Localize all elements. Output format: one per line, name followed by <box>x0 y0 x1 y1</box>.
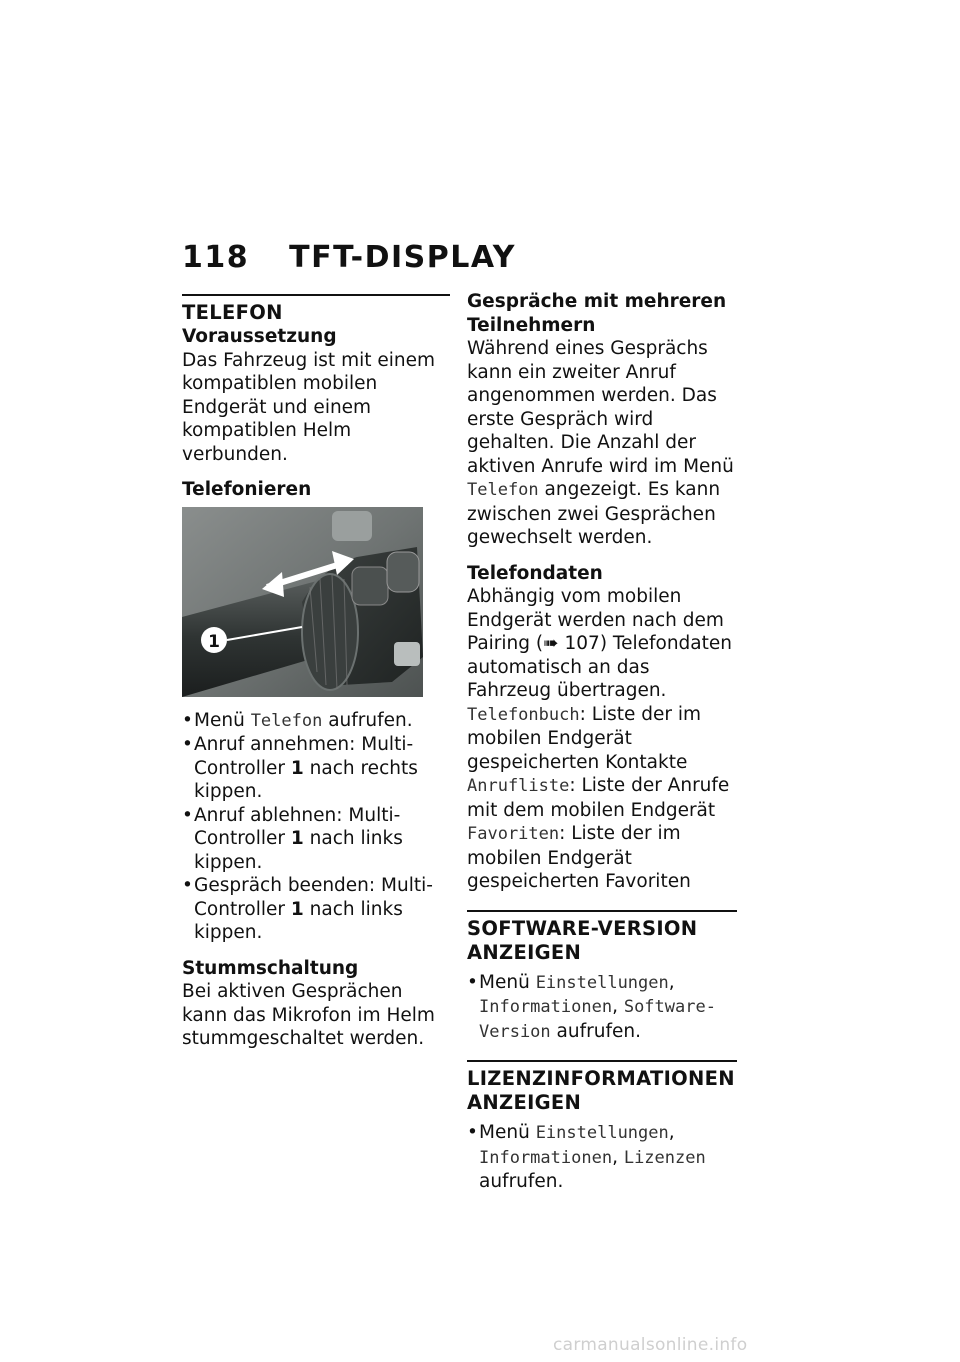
heading-voraussetzung: Voraussetzung <box>182 326 337 347</box>
list-item: • Menü Einstellungen, Informationen, Software-Version aufrufen. <box>467 971 737 1045</box>
button-right <box>387 552 419 592</box>
anrufliste-entry: Anrufliste: Liste der Anrufe mit dem mobilen Endgerät <box>467 775 730 821</box>
switch-bottom <box>394 642 420 666</box>
list-item: • Anruf ablehnen: Multi-Controller 1 nach links kippen. <box>182 804 450 875</box>
switch-top <box>332 511 372 541</box>
page-header <box>182 240 516 275</box>
footer-watermark: carmanualsonline.info <box>553 1335 748 1355</box>
handlebar-controls-figure <box>182 507 423 697</box>
telefonieren-list <box>182 709 450 945</box>
favoriten-entry: Favoriten: Liste der im mobilen Endgerät gespeicherten Favoriten <box>467 823 691 892</box>
heading-mehrere-teilnehmer: Gespräche mit mehreren Teilnehmern <box>467 291 727 336</box>
section-rule <box>467 1060 737 1062</box>
telefondaten-text: Abhängig vom mobilen Endgerät werden nach dem Pairing (➠ 107) Telefondaten automatisch an das Fahrzeug übertragen. <box>467 586 732 701</box>
heading-telefondaten: Telefondaten <box>467 562 603 584</box>
heading-telefonieren: Telefonieren <box>182 479 312 500</box>
page-number: 118 <box>182 240 250 275</box>
voraussetzung-text: Das Fahrzeug ist mit einem kompatiblen mobilen Endgerät und einem kompatiblen Helm verbunden. <box>182 349 436 465</box>
list-item: • Gespräch beenden: Multi-Controller 1 nach links kippen. <box>182 874 450 945</box>
heading-telefon: TELEFON <box>182 301 283 324</box>
stummschaltung-text: Bei aktiven Gesprächen kann das Mikrofon im Helm stummgeschaltet werden. <box>182 981 435 1049</box>
list-item: • Menü Telefon aufrufen. <box>182 709 450 734</box>
heading-lizenzinformationen: LIZENZINFORMATIONEN ANZEIGEN <box>467 1067 735 1114</box>
mehrere-text: Während eines Gesprächs kann ein zweiter Anruf angenommen werden. Das erste Gespräch wird gehalten. Die Anzahl der aktiven Anrufe wird im Menü Telefon angezeigt. Es kann zwischen zwei Gesprächen gewechselt werden. <box>467 338 734 548</box>
lizenz-list <box>467 1121 737 1194</box>
list-item: • Menü Einstellungen, Informationen, Lizenzen aufrufen. <box>467 1121 737 1194</box>
callout-number: 1 <box>208 631 220 652</box>
section-rule <box>182 294 450 296</box>
software-list <box>467 971 737 1045</box>
telefonbuch-entry: Telefonbuch: Liste der im mobilen Endgerät gespeicherten Kontakte <box>467 703 702 773</box>
button-upper <box>352 567 388 605</box>
section-rule <box>467 910 737 912</box>
section-title: TFT-DISPLAY <box>289 240 516 275</box>
left-column <box>182 294 450 1051</box>
page-reference: ➠ 107 <box>543 633 600 654</box>
list-item: • Anruf annehmen: Multi-Controller 1 nach rechts kippen. <box>182 733 450 804</box>
right-column <box>467 290 737 1194</box>
heading-stummschaltung: Stummschaltung <box>182 957 359 979</box>
heading-software-version: SOFTWARE-VERSION ANZEIGEN <box>467 916 698 964</box>
